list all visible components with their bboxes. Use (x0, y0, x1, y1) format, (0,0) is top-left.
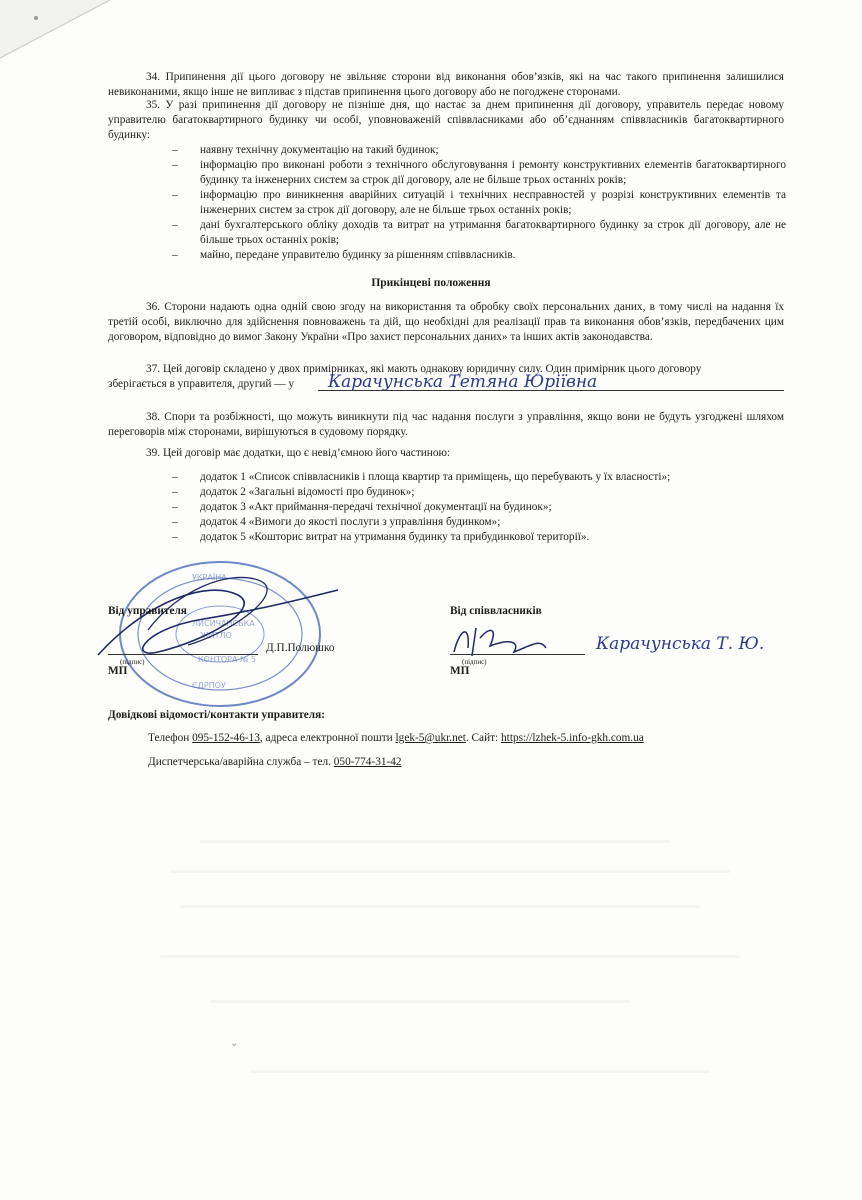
dispatch-phone-link[interactable]: 050-774-31-42 (333, 756, 402, 768)
list-item: – дані бухгалтерського обліку доходів та витрат на утримання багатоквартирного будинку за строк дії договору, але не більше трьох останніх років; (172, 219, 786, 246)
owners-sign-caption: (підпис) (462, 658, 487, 666)
list-item: – додаток 4 «Вимоги до якості послуги з управління будинком»; (172, 516, 501, 528)
clause-37-text: 37. Цей договір складено у двох примірниках, які мають однакову юридичну силу. Один примірник цього договору (146, 363, 702, 375)
manager-label: Від управителя (108, 605, 187, 617)
list-item: – додаток 3 «Акт приймання-передачі технічної документації на будинок»; (172, 501, 552, 513)
svg-text:ЖИТЛО: ЖИТЛО (200, 631, 232, 640)
clause-35-text: 35. У разі припинення дії договору не пізніше дня, що настає за днем припинення дії договору, управитель передає новому управителю багатоквартирного будинку чи особі, уповноваженій співвласниками або об’єднанням співвласників багатоквартирного будинку: (108, 99, 784, 141)
list-item: – інформацію про виконані роботи з технічного обслуговування і ремонту конструктивних елементів багатоквартирного будинку та інженерних систем за строк дії договору, але не більше трьох останніх років; (172, 159, 786, 186)
list-item: – додаток 5 «Кошторис витрат на утримання будинку та прибудинкової території». (172, 531, 590, 543)
list-item: – майно, передане управителю будинку за рішенням співвласників. (172, 249, 516, 261)
clause-38-text: 38. Спори та розбіжності, що можуть виникнути під час надання послуги з управління, якщо вони не будуть узгоджені шляхом переговорів між сторонами, вирішуються в судовому порядку. (108, 411, 784, 438)
owners-handwritten-name: Карачунська Т. Ю. (596, 634, 765, 654)
annex-list (172, 470, 786, 545)
manager-mp: МП (108, 665, 128, 677)
manager-sign-caption: (підпис) (120, 658, 145, 666)
list-item: – додаток 1 «Список співвласників і площа квартир та приміщень, що перебувають у їх власності»; (172, 471, 671, 483)
clause-39-text: 39. Цей договір має додатки, що є невід’ємною його частиною: (146, 447, 451, 459)
clause-39 (108, 446, 784, 461)
contacts-title: Довідкові відомості/контакти управителя: (108, 709, 326, 721)
owners-mp: МП (450, 665, 470, 677)
list-item: – додаток 2 «Загальні відомості про будинок»; (172, 486, 415, 498)
folded-corner (0, 0, 140, 70)
phone-link[interactable]: 095-152-46-13 (192, 732, 260, 744)
svg-text:КОНТОРА № 5: КОНТОРА № 5 (198, 655, 256, 664)
clause-36 (108, 300, 784, 345)
clause-37-line2: зберігається в управителя, другий — у (108, 378, 295, 390)
clause-35 (108, 98, 784, 143)
manager-name: Д.П.Полюшко (266, 642, 335, 654)
clause-34 (108, 70, 784, 100)
website-link[interactable]: https://lzhek-5.info-gkh.com.ua (501, 732, 644, 744)
svg-text:УКРАЇНА: УКРАЇНА (192, 573, 227, 582)
section-heading: Прикінцеві положення (371, 277, 491, 289)
owner-name-handwritten: Карачунська Тетяна Юріївна (328, 372, 598, 392)
owners-label: Від співвласників (450, 605, 542, 617)
list-item: – наявну технічну документацію на такий будинок; (172, 144, 439, 156)
clause-36-text: 36. Сторони надають одна одній свою згоду на використання та обробку своїх персональних даних, в тому числі на надання їх третій особі, виключно для здійснення повноважень та дій, що необхідні для реалізації прав та виконання обов’язків, передбачених цим договором, відповідно до вимог Закону України «Про захист персональних даних» та інших актів законодавства. (108, 301, 784, 343)
email-link[interactable]: lgek-5@ukr.net (395, 732, 466, 744)
contacts-line: Телефон 095-152-46-13, адреса електронної пошти lgek-5@ukr.net. Сайт: https://lzhek-5.info-gkh.com.ua (148, 732, 644, 744)
clause-35-list (172, 143, 786, 263)
scan-mark: ⌄ (230, 1038, 239, 1049)
clause-34-text: 34. Припинення дії цього договору не звільняє сторони від виконання обов’язків, які на час такого припинення залишилися невиконаними, якщо інше не випливає з підстав припинення цього договору або не погоджене сторонами. (108, 71, 784, 98)
dispatch-line: Диспетчерська/аварійна служба – тел. 050-774-31-42 (148, 756, 402, 768)
svg-text:ЛИСИЧАНСЬКА: ЛИСИЧАНСЬКА (192, 619, 255, 628)
list-item: – інформацію про виникнення аварійних ситуацій і технічних несправностей у розрізі конструктивних елементів та інженерних систем за строк дії договору, але не більше трьох останніх років; (172, 189, 786, 216)
clause-38 (108, 410, 784, 440)
svg-text:ЄДРПОУ: ЄДРПОУ (192, 681, 226, 690)
